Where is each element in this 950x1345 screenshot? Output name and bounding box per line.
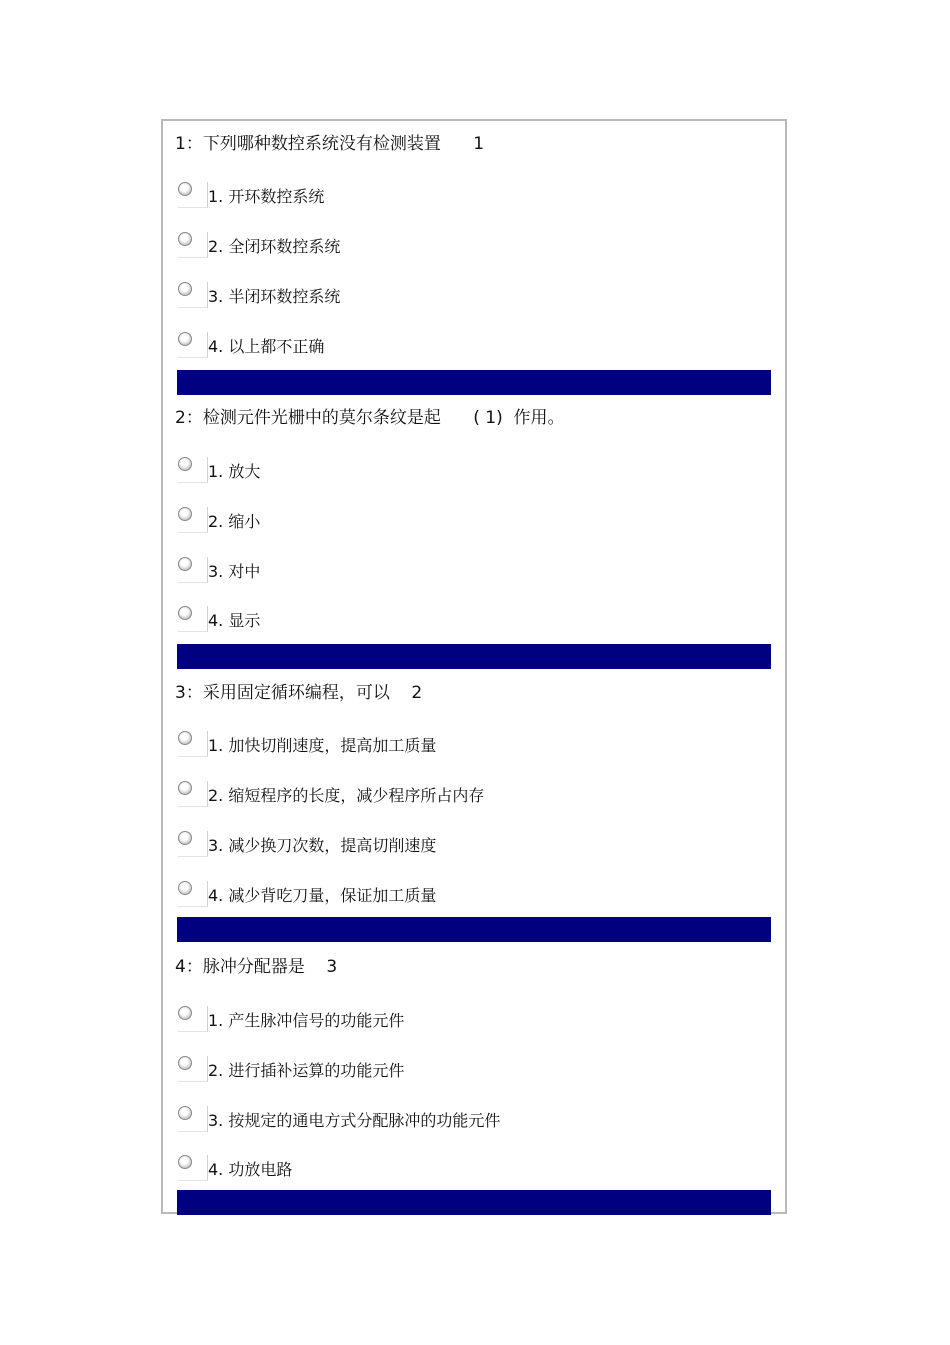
question-2-option-1[interactable]	[178, 457, 738, 483]
option-label: 3. 对中	[208, 562, 261, 581]
option-label: 1. 加快切削速度，提高加工质量	[208, 736, 437, 755]
option-label: 1. 产生脉冲信号的功能元件	[208, 1011, 405, 1030]
question-2-option-2[interactable]	[178, 507, 738, 533]
option-label: 2. 缩小	[208, 512, 261, 531]
question-3-option-1[interactable]	[178, 731, 738, 757]
question-separator-bar	[177, 370, 771, 395]
question-3-option-4[interactable]	[178, 881, 738, 907]
question-4-option-1[interactable]	[178, 1006, 738, 1032]
question-4-option-4[interactable]	[178, 1155, 738, 1181]
radio-button-icon[interactable]	[178, 507, 192, 521]
question-1-text: 1：下列哪种数控系统没有检测装置 1	[175, 134, 485, 154]
question-separator-bar	[177, 644, 771, 669]
radio-button-icon[interactable]	[178, 1006, 192, 1020]
radio-button-icon[interactable]	[178, 182, 192, 196]
radio-button-icon[interactable]	[178, 1106, 192, 1120]
option-label: 3. 按规定的通电方式分配脉冲的功能元件	[208, 1111, 501, 1130]
option-label: 4. 以上都不正确	[208, 337, 325, 356]
radio-button-icon[interactable]	[178, 232, 192, 246]
option-label: 2. 进行插补运算的功能元件	[208, 1061, 405, 1080]
question-1-option-4[interactable]	[178, 332, 738, 358]
radio-button-icon[interactable]	[178, 831, 192, 845]
question-1-option-1[interactable]	[178, 182, 738, 208]
radio-button-icon[interactable]	[178, 282, 192, 296]
question-2-option-4[interactable]	[178, 606, 738, 632]
question-2-option-3[interactable]	[178, 557, 738, 583]
option-label: 4. 减少背吃刀量，保证加工质量	[208, 886, 437, 905]
question-3-text: 3：采用固定循环编程，可以 2	[175, 683, 423, 703]
question-3-option-3[interactable]	[178, 831, 738, 857]
option-label: 4. 显示	[208, 611, 261, 630]
radio-button-icon[interactable]	[178, 1155, 192, 1169]
radio-button-icon[interactable]	[178, 781, 192, 795]
option-label: 1. 开环数控系统	[208, 187, 325, 206]
option-label: 2. 全闭环数控系统	[208, 237, 341, 256]
option-label: 3. 半闭环数控系统	[208, 287, 341, 306]
question-2-text: 2：检测元件光栅中的莫尔条纹是起 ( 1) 作用。	[175, 408, 565, 428]
question-separator-bar	[177, 917, 771, 942]
option-label: 4. 功放电路	[208, 1160, 293, 1179]
option-label: 3. 减少换刀次数，提高切削速度	[208, 836, 437, 855]
radio-button-icon[interactable]	[178, 457, 192, 471]
question-4-option-3[interactable]	[178, 1106, 738, 1132]
question-4-option-2[interactable]	[178, 1056, 738, 1082]
question-separator-bar	[177, 1190, 771, 1215]
question-4-text: 4：脉冲分配器是 3	[175, 957, 338, 977]
question-1-option-2[interactable]	[178, 232, 738, 258]
radio-button-icon[interactable]	[178, 1056, 192, 1070]
question-1-option-3[interactable]	[178, 282, 738, 308]
option-label: 1. 放大	[208, 462, 261, 481]
radio-button-icon[interactable]	[178, 557, 192, 571]
radio-button-icon[interactable]	[178, 332, 192, 346]
radio-button-icon[interactable]	[178, 731, 192, 745]
option-label: 2. 缩短程序的长度，减少程序所占内存	[208, 786, 485, 805]
radio-button-icon[interactable]	[178, 881, 192, 895]
radio-button-icon[interactable]	[178, 606, 192, 620]
question-3-option-2[interactable]	[178, 781, 738, 807]
